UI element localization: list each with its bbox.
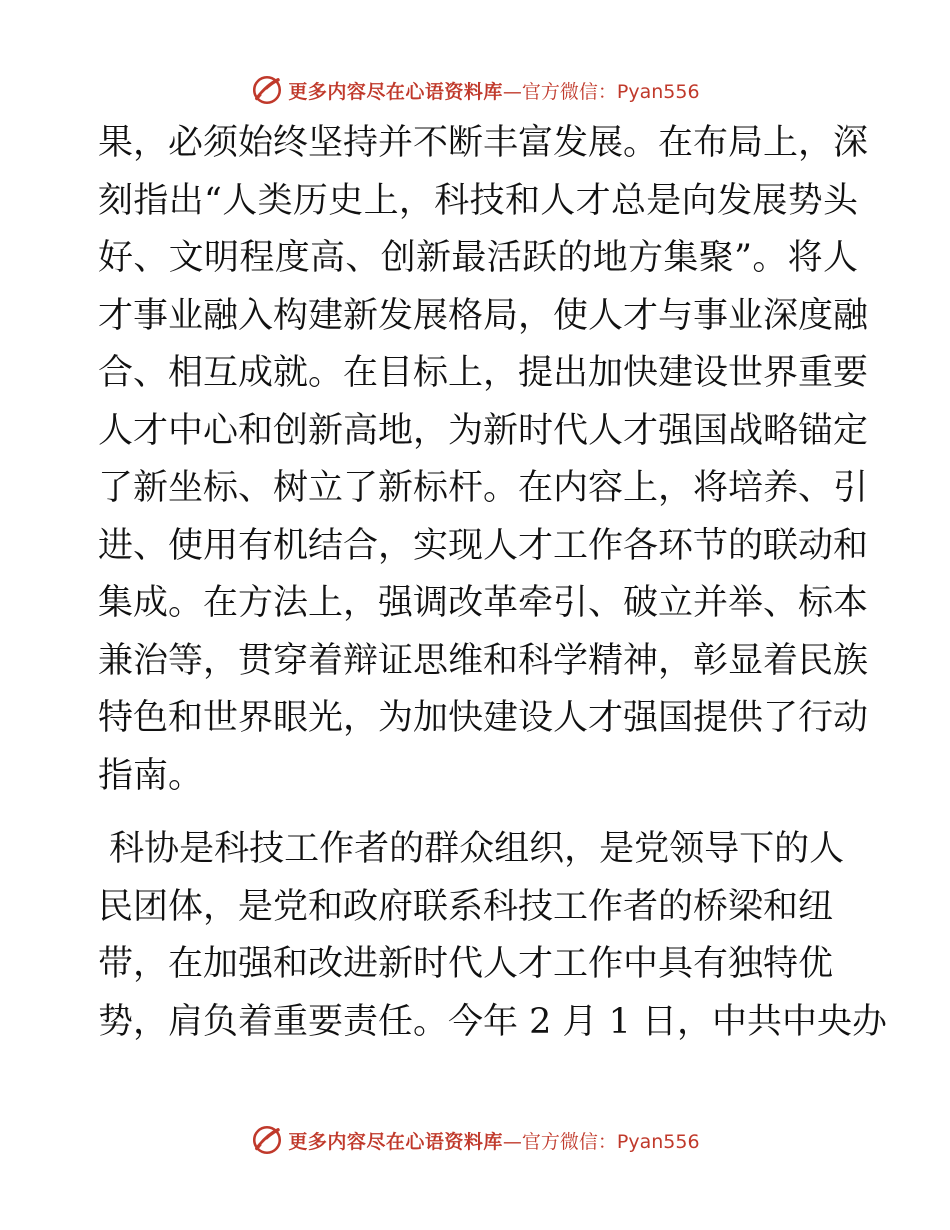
text-line: 人才中心和创新高地，为新时代人才强国战略锚定 [98, 410, 869, 451]
pen-swirl-logo-icon [250, 73, 284, 107]
text-line: 兼治等，贯穿着辩证思维和科学精神，彰显着民族 [98, 640, 869, 681]
watermark-wechat-text: —官方微信：Pyan556 [502, 1130, 700, 1153]
pen-swirl-logo-icon [250, 1123, 284, 1157]
paragraph-2 [98, 821, 888, 1051]
text-line: 进、使用有机结合，实现人才工作各环节的联动和 [98, 525, 869, 566]
footer-watermark [0, 1120, 950, 1160]
text-line: 合、相互成就。在目标上，提出加快建设世界重要 [98, 353, 869, 393]
text-line: 好、文明程度高、创新最活跃的地方集聚”。将人 [98, 238, 858, 278]
document-body [98, 115, 888, 1051]
text-line: 了新坐标、树立了新标杆。在内容上，将培养、引 [98, 468, 869, 508]
watermark-brand-text: 更多内容尽在心语资料库 [288, 1130, 503, 1153]
text-line: 带，在加强和改进新时代人才工作中具有独特优 [98, 944, 834, 984]
text-line: 特色和世界眼光，为加快建设人才强国提供了行动 [98, 698, 869, 738]
text-line: 民团体，是党和政府联系科技工作者的桥梁和纽 [98, 886, 834, 927]
text-line: 集成。在方法上，强调改革牵引、破立并举、标本 [98, 583, 869, 623]
watermark-brand-text: 更多内容尽在心语资料库 [288, 80, 503, 103]
watermark-wechat-text: —官方微信：Pyan556 [502, 80, 700, 103]
text-line: 指南。 [98, 755, 204, 796]
text-line: 刻指出“人类历史上，科技和人才总是向发展势头 [98, 180, 858, 221]
text-line: 果，必须始终坚持并不断丰富发展。在布局上，深 [98, 123, 869, 163]
paragraph-1 [98, 115, 869, 805]
text-line: 势，肩负着重要责任。今年 2 月 1 日，中共中央办 [98, 1001, 888, 1042]
header-watermark [0, 70, 950, 110]
text-line: 科协是科技工作者的群众组织，是党领导下的人 [98, 829, 845, 869]
text-line: 才事业融入构建新发展格局，使人才与事业深度融 [98, 295, 869, 336]
